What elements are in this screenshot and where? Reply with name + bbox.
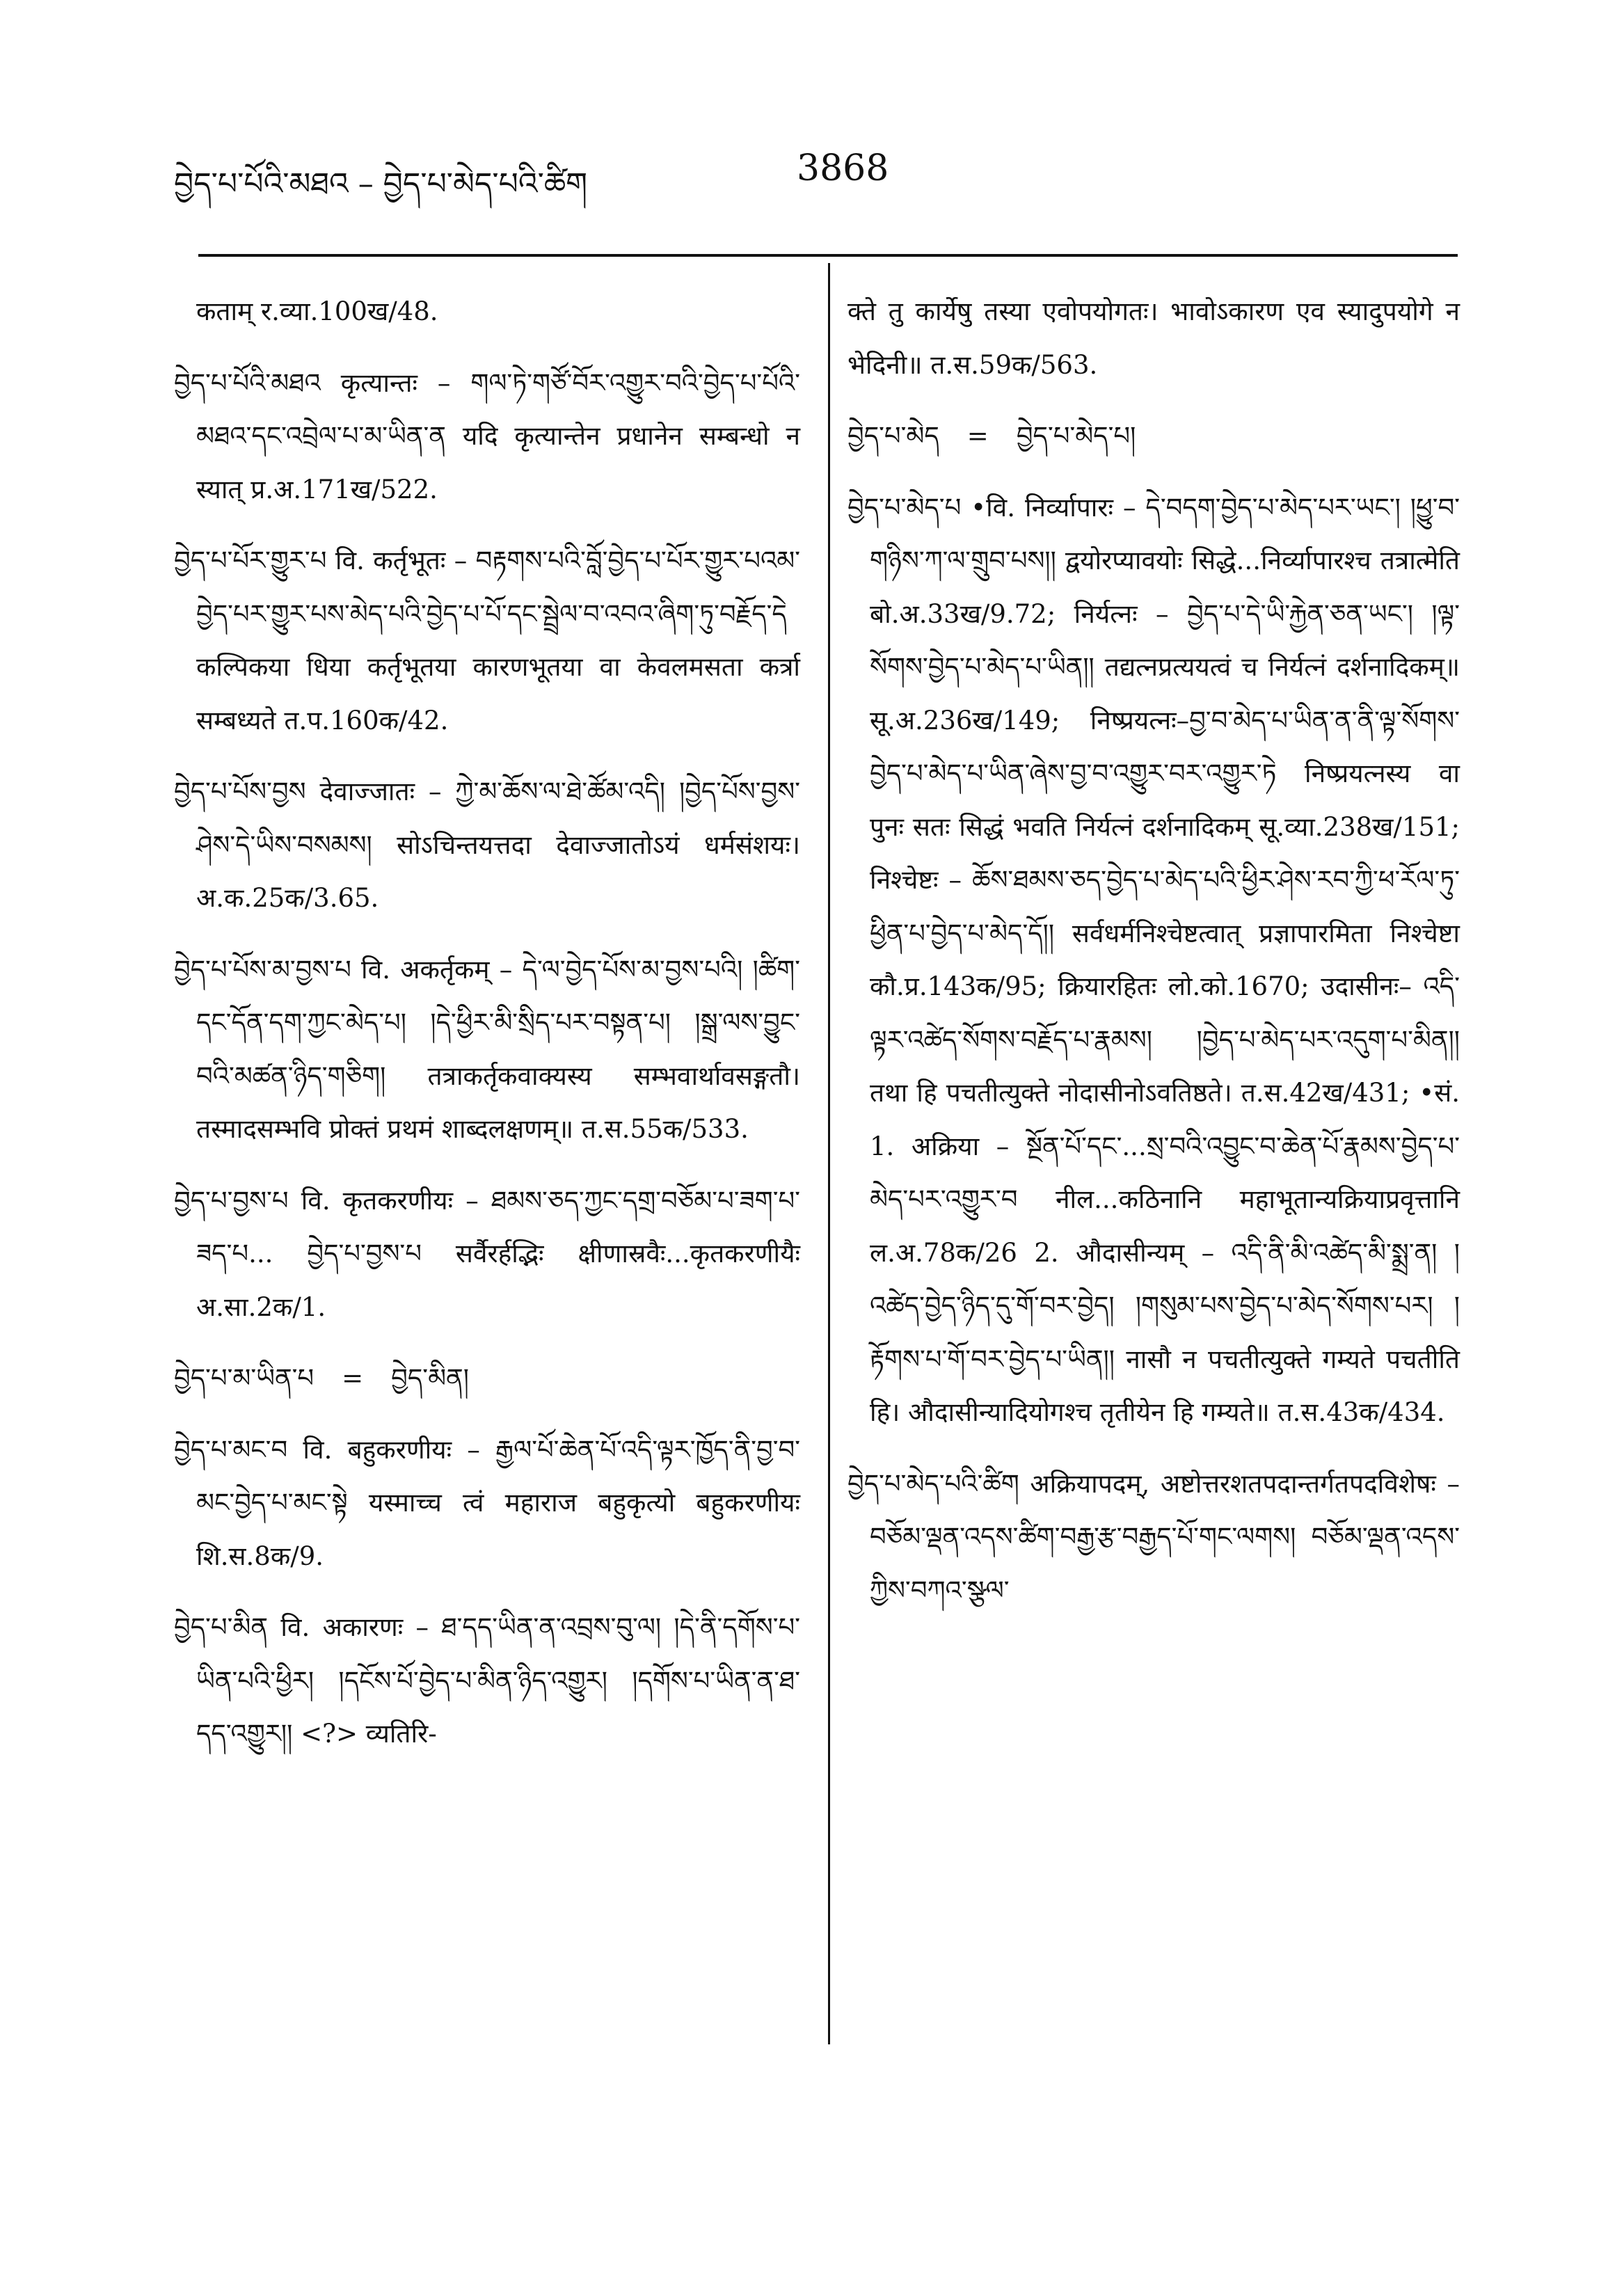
dictionary-entry: བྱེད་པ་མེད་པ •वि. निर्व्यापारः – དེ་བདག་བྱེད་པ་མེད་པར་ཡང་། །ཕྱུ་བ་གཉིས་ཀ་ལ་གྲུབ་པས།། द्वयोरप्यावयोः सिद्धे...निर्व्यापारश्च तत्रात्मेति बो.अ.33ख/9.72; निर्यत्नः – བྱེད་པ་དེ་ཡི་རྐྱེན་ཅན་ཡང་། །ལྟ་སོགས་བྱེད་པ་མེད་པ་ཡིན།། तद्यत्नप्रत्ययत्वं च निर्यत्नं दर्शनादिकम्॥ सू.अ.236ख/149; निष्प्रयत्नः–བྱ་བ་མེད་པ་ཡིན་ན་ནི་ལྟ་སོགས་བྱེད་པ་མེད་པ་ཡིན་ཞེས་བྱ་བ་འགྱུར་བར་འགྱུར་ཏེ निष्प्रयत्नस्य वा पुनः सतः सिद्धं भवति निर्यत्नं दर्शनादिकम् सू.व्या.238ख/151; निश्चेष्टः – ཆོས་ཐམས་ཅད་བྱེད་པ་མེད་པའི་ཕྱིར་ཤེས་རབ་ཀྱི་ཕ་རོལ་ཏུ་ཕྱིན་པ་བྱེད་པ་མེད་དོ།། सर्वधर्मनिश्चेष्टत्वात् प्रज्ञापारमिता निश्चेष्टा कौ.प्र.143क/95; क्रियारहितः लो.को.1670; उदासीनः– འདི་ལྟར་འཚེད་སོགས་བརྗོད་པ་རྣམས། །བྱེད་པ་མེད་པར་འདུག་པ་མིན།། तथा हि पचतीत्युक्ते नोदासीनोऽवतिष्ठते। त.स.42ख/431; •सं. 1. अक्रिया – སྔོན་པོ་དང་...སྲ་བའི་འབྱུང་བ་ཆེན་པོ་རྣམས་བྱེད་པ་མེད་པར་འགྱུར་བ नील...कठिनानि महाभूतान्यक्रियाप्रवृत्तानि ल.अ.78क/26 2. औदासीन्यम् – འདི་ནི་མི་འཚེད་མི་སྨྲ་ན། །འཚེད་བྱེད་ཉིད་དུ་གོ་བར་བྱེད། །གསུམ་པས་བྱེད་པ་མེད་སོགས་པར། །རྟོགས་པ་གོ་བར་བྱེད་པ་ཡིན།། नासौ न पचतीत्युक्ते गम्यते पचतीति हि। औदासीन्यादियोगश्च तृतीयेन हि गम्यते॥ त.स.43क/434.	[847, 492, 1460, 1427]
header-rule	[198, 254, 1458, 257]
crossref-term: བྱེད་པ་མ་ཡིན་པ	[174, 1363, 315, 1393]
cross-reference-entry	[847, 410, 1460, 463]
crossref-equals: =	[966, 421, 989, 451]
dictionary-entry: བྱེད་པ་པོར་གྱུར་པ वि. कर्तृभूतः – བརྟགས་པའི་བློ་བྱེད་པ་པོར་གྱུར་པའམ་བྱེད་པར་གྱུར་པས་མེད་པའི་བྱེད་པ་པོ་དང་སྦྲེལ་བ་འབའ་ཞིག་ཏུ་བརྗོད་དེ कल्पिकया धिया कर्तृभूतया कारणभूतया वा केवलमसता कर्त्रा सम्बध्यते त.प.160क/42.	[174, 546, 800, 735]
cross-reference-entry	[174, 1352, 800, 1406]
crossref-target: བྱེད་པ་མེད་པ།	[1016, 421, 1136, 451]
dictionary-entry: བྱེད་པ་མེད་པའི་ཚིག अक्रियापदम्, अष्टोत्तरशतपदान्तर्गतपदविशेषः – བཅོམ་ལྡན་འདས་ཚིག་བརྒྱ་རྩ་བརྒྱད་པོ་གང་ལགས། བཅོམ་ལྡན་འདས་ཀྱིས་བཀའ་སྩལ་	[847, 1468, 1460, 1605]
crossref-target: བྱེད་མིན།	[391, 1363, 469, 1393]
dictionary-entry: བྱེད་པ་མང་བ वि. बहुकरणीयः – རྒྱལ་པོ་ཆེན་པོ་འདི་ལྟར་ཁྱོད་ནི་བྱ་བ་མང་བྱེད་པ་མང་སྟེ यस्माच्च त्वं महाराज बहुकृत्यो बहुकरणीयः शि.स.8क/9.	[174, 1434, 800, 1571]
page-number: 3868	[797, 148, 889, 189]
header-range: བྱེད་པ་པོའི་མཐའ – བྱེད་པ་མེད་པའི་ཚིག	[174, 166, 588, 202]
column-divider	[828, 263, 830, 2044]
crossref-equals: =	[342, 1363, 364, 1393]
dictionary-entry: कताम् र.व्या.100ख/48.	[196, 296, 438, 326]
dictionary-entry: བྱེད་པ་པོའི་མཐའ कृत्यान्तः – གལ་ཏེ་གཙོ་བོར་འགྱུར་བའི་བྱེད་པ་པོའི་མཐའ་དང་འབྲེལ་པ་མ་ཡིན་ན यदि कृत्यान्तेन प्रधानेन सम्बन्धो न स्यात् प्र.अ.171ख/522.	[174, 367, 800, 504]
dictionary-entry: བྱེད་པ་པོས་མ་བྱས་པ वि. अकर्तृकम् – དེ་ལ་བྱེད་པོས་མ་བྱས་པའི། །ཚིག་དང་དོན་དག་ཀྱང་མེད་པ། །དེ་ཕྱིར་མི་སྲིད་པར་བསྟན་པ། །སྒྲ་ལས་བྱུང་བའི་མཚན་ཉིད་གཅིག། तत्राकर्तृकवाक्यस्य सम्भवार्थावसङ्गतौ। तस्मादसम्भवि प्रोक्तं प्रथमं शाब्दलक्षणम्॥ त.स.55क/533.	[174, 954, 800, 1144]
dictionary-entry: བྱེད་པ་མིན वि. अकारणः – ཐ་དད་ཡིན་ན་འབྲས་བུ་ལ། །དེ་ནི་དགོས་པ་ཡིན་པའི་ཕྱིར། །དངོས་པོ་བྱེད་པ་མིན་ཉིད་འགྱུར། །དགོས་པ་ཡིན་ན་ཐ་དད་འགྱུར།། <?> व्यतिरि-	[174, 1612, 800, 1749]
crossref-term: བྱེད་པ་མེད	[847, 421, 939, 451]
left-column	[174, 285, 800, 1779]
right-column	[847, 285, 1460, 1635]
dictionary-entry: བྱེད་པ་བྱས་པ वि. कृतकरणीयः – ཐམས་ཅད་ཀྱང་དགྲ་བཅོམ་པ་ཟག་པ་ཟད་པ... བྱེད་པ་བྱས་པ सर्वैरर्हद्भिः क्षीणास्रवैः...कृतकरणीयैः अ.सा.2क/1.	[174, 1185, 800, 1322]
dictionary-entry: བྱེད་པ་པོས་བྱས देवाज्जातः – ཀྱེ་མ་ཆོས་ལ་ཐེ་ཚོམ་འདི། །བྱེད་པོས་བྱས་ཤེས་དེ་ཡིས་བསམས། सोऽचिन्तयत्तदा देवाज्जातोऽयं धर्मसंशयः। अ.क.25क/3.65.	[174, 777, 800, 913]
dictionary-entry: क्ते तु कार्येषु तस्या एवोपयोगतः। भावोऽकारण एव स्यादुपयोगे न भेदिनी॥ त.स.59क/563.	[847, 296, 1460, 380]
